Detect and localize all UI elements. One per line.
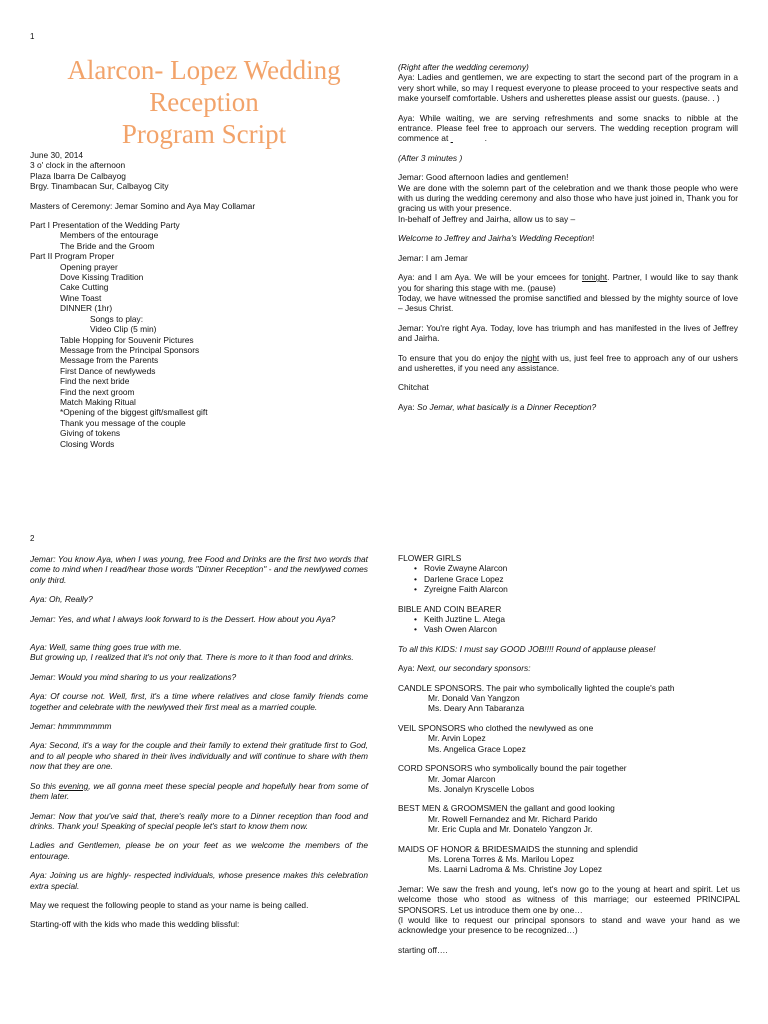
title-line-2: Reception bbox=[149, 87, 259, 117]
script-paragraph: Jemar: We saw the fresh and young, let's now go to the young at heart and spirit. Let us welcome those who stood as witness of this marriage; our esteemed PRINCIPAL SPONSORS. Let us introduce them one by one… bbox=[398, 883, 740, 915]
sponsor-name: Ms. Jonalyn Kryscelle Lobos bbox=[428, 783, 535, 794]
page-number: 2 bbox=[30, 534, 35, 543]
document-title bbox=[24, 54, 384, 150]
program-item: Message from the Parents bbox=[60, 355, 159, 366]
program-list bbox=[30, 220, 360, 449]
program-item: Table Hopping for Souvenir Pictures bbox=[60, 334, 194, 345]
list-item: • Zyreigne Faith Alarcon bbox=[424, 584, 740, 594]
script-paragraph: To ensure that you do enjoy the night with us, just feel free to approach any of our ushers and usherettes, if you need any assistance. bbox=[398, 352, 738, 373]
sponsor-name: Mr. Rowell Fernandez and Mr. Richard Parido bbox=[428, 813, 598, 824]
program-item: Opening prayer bbox=[60, 261, 118, 272]
cord-sponsors-list bbox=[398, 774, 740, 795]
section-heading: MAIDS OF HONOR & BRIDESMAIDS the stunning and splendid bbox=[398, 843, 638, 854]
program-item: Message from the Principal Sponsors bbox=[60, 344, 200, 355]
script-line: Jemar: I am Jemar bbox=[398, 252, 468, 263]
script-paragraph: (I would like to request our principal sponsors to stand and wave your hand as we acknowledge your presence to be recognized…) bbox=[398, 914, 740, 936]
script-line: Aya: So Jemar, what basically is a Dinner Reception? bbox=[398, 401, 597, 412]
masters-of-ceremony: Masters of Ceremony: Jemar Somino and Aya May Collamar bbox=[30, 200, 256, 211]
script-paragraph: Aya: Second, it's a way for the couple and their family to extend their gratitude first to God, and to all people who shared in their lives individually and will continue to share with them now that they are one. bbox=[30, 740, 368, 772]
veil-sponsors-list bbox=[398, 733, 740, 754]
page-number: 1 bbox=[30, 32, 35, 41]
program-item: Wine Toast bbox=[60, 292, 102, 303]
program-item: Cake Cutting bbox=[60, 282, 109, 293]
section-heading: BEST MEN & GROOMSMEN the gallant and good looking bbox=[398, 803, 615, 814]
script-line: Jemar: hmmmmmmm bbox=[30, 721, 112, 732]
sponsor-name: Mr. Jomar Alarcon bbox=[428, 773, 496, 784]
program-item: Songs to play: bbox=[90, 313, 144, 324]
program-item: Part I Presentation of the Wedding Party bbox=[30, 220, 180, 231]
program-item: Closing Words bbox=[60, 438, 115, 449]
script-line: Aya: Next, our secondary sponsors: bbox=[398, 663, 531, 674]
script-paragraph: So this evening, we all gonna meet these special people and hopefully hear from some of them later. bbox=[30, 780, 369, 802]
entourage-column bbox=[398, 553, 740, 955]
maids-of-honor-list bbox=[398, 854, 740, 875]
program-item: Find the next groom bbox=[60, 386, 135, 397]
script-paragraph: Jemar: You know Aya, when I was young, free Food and Drinks are the first two words that come to mind when I read/hear those words "Dinner Reception" - and the newlywed comes only third. bbox=[30, 554, 368, 585]
script-line: Jemar: Yes, and what I always look forward to is the Dessert. How about you Aya? bbox=[30, 613, 336, 624]
program-item: Find the next bride bbox=[60, 376, 130, 387]
program-item: Dove Kissing Tradition bbox=[60, 272, 144, 283]
program-item: *Opening of the biggest gift/smallest gift bbox=[60, 407, 208, 418]
program-item: DINNER (1hr) bbox=[60, 303, 113, 314]
section-heading: CANDLE SPONSORS. The pair who symbolically lighted the couple's path bbox=[398, 682, 675, 693]
script-line: Aya: Well, same thing goes true with me. bbox=[30, 642, 182, 653]
event-time: 3 o' clock in the afternoon bbox=[30, 160, 126, 171]
section-heading: CORD SPONSORS who symbolically bound the pair together bbox=[398, 763, 627, 774]
program-item: Video Clip (5 min) bbox=[90, 324, 157, 335]
script-paragraph: Aya: While waiting, we are serving refreshments and some snacks to nibble at the entrance. Please feel free to approach our servers. The wedding reception program will commence at . bbox=[398, 112, 738, 144]
program-item: The Bride and the Groom bbox=[60, 240, 155, 251]
program-outline bbox=[30, 150, 360, 449]
program-item: Giving of tokens bbox=[60, 428, 121, 439]
script-paragraph: Today, we have witnessed the promise sanctified and blessed by the mighty source of love – Jesus Christ. bbox=[398, 292, 738, 314]
section-heading: BIBLE AND COIN BEARER bbox=[398, 603, 502, 614]
script-paragraph: Aya: Of course not. Well, first, it's a time where relatives and close family friends come together and celebrate with the newlywed their first meal as a married couple. bbox=[30, 691, 368, 712]
section-heading: VEIL SPONSORS who clothed the newlywed as one bbox=[398, 722, 594, 733]
script-paragraph: Aya: and I am Aya. We will be your emcees for tonight. Partner, I would like to say thank you for sharing this stage with me. (pause) bbox=[398, 272, 739, 293]
list-item: • Rovie Zwayne Alarcon bbox=[424, 563, 740, 573]
script-paragraph: Jemar: You're right Aya. Today, love has triumph and has manifested in the lives of Jeffrey and Jairha. bbox=[398, 322, 738, 344]
stage-cue: (Right after the wedding ceremony) bbox=[398, 62, 529, 72]
program-item: Part II Program Proper bbox=[30, 251, 115, 262]
candle-sponsors-list bbox=[398, 693, 740, 714]
script-line: In-behalf of Jeffrey and Jairha, allow us to say – bbox=[398, 213, 576, 224]
script-paragraph: Jemar: Now that you've said that, there's really more to a Dinner reception than food and drinks. Thank you! Speaking of special people let's start to know them now. bbox=[30, 810, 368, 831]
blank-line bbox=[451, 133, 485, 143]
script-paragraph: Aya: Ladies and gentlemen, we are expecting to start the second part of the program in a very short while, so may I request everyone to please proceed to your respective seats and make yourself comfortable. Ushers and usherettes please assist our guests. (pause. . ) bbox=[398, 72, 738, 104]
list-item: • Vash Owen Alarcon bbox=[424, 624, 740, 634]
bible-bearer-list bbox=[398, 614, 740, 635]
sponsor-name: Ms. Laarni Ladroma & Ms. Christine Joy Lopez bbox=[428, 864, 603, 875]
sponsor-name: Ms. Deary Ann Tabaranza bbox=[428, 703, 525, 714]
event-date: June 30, 2014 bbox=[30, 150, 84, 160]
script-line: Jemar: Good afternoon ladies and gentlemen! bbox=[398, 172, 569, 183]
script-paragraph: Aya: Joining us are highly- respected individuals, whose presence makes this celebration extra special. bbox=[30, 870, 368, 891]
event-venue: Plaza Ibarra De Calbayog bbox=[30, 170, 126, 181]
stage-cue: (After 3 minutes ) bbox=[398, 152, 463, 163]
dialogue-column bbox=[30, 554, 368, 930]
script-paragraph: Ladies and Gentlemen, please be on your feet as we welcome the members of the entourage. bbox=[30, 840, 368, 861]
script-line: Jemar: Would you mind sharing to us your realizations? bbox=[30, 671, 237, 682]
list-item: • Darlene Grace Lopez bbox=[424, 574, 740, 584]
script-line: Starting-off with the kids who made this wedding blissful: bbox=[30, 919, 240, 930]
sponsor-name: Mr. Arvin Lopez bbox=[428, 733, 486, 744]
sponsor-name: Mr. Donald Van Yangzon bbox=[428, 693, 520, 704]
script-line: May we request the following people to stand as your name is being called. bbox=[30, 899, 309, 910]
script-line: Aya: Oh, Really? bbox=[30, 594, 93, 605]
sponsor-name: Mr. Eric Cupla and Mr. Donatelo Yangzon Jr. bbox=[428, 824, 593, 835]
program-item: Match Making Ritual bbox=[60, 396, 136, 407]
script-line: We are done with the solemn part of the celebration and we thank those people who were with us during the wedding ceremony and also those who have just joined in, Thank you for gracing us with your presence. bbox=[398, 182, 738, 214]
script-line: To all this KIDS: I must say GOOD JOB!!!! Round of applause please! bbox=[398, 643, 656, 654]
title-line-3: Program Script bbox=[121, 119, 287, 149]
program-item: Members of the entourage bbox=[60, 230, 159, 241]
section-heading: FLOWER GIRLS bbox=[398, 553, 462, 563]
best-men-list bbox=[398, 814, 740, 835]
script-line: starting off…. bbox=[398, 944, 448, 955]
flower-girls-list bbox=[398, 563, 740, 594]
script-column bbox=[398, 62, 738, 412]
title-line-1: Alarcon- Lopez Wedding bbox=[67, 55, 341, 85]
page-2 bbox=[0, 512, 768, 1024]
script-paragraph: But growing up, I realized that it's not only that. There is more to it than food and drinks. bbox=[30, 652, 354, 663]
list-item: • Keith Juztine L. Atega bbox=[424, 614, 740, 624]
sponsor-name: Ms. Angelica Grace Lopez bbox=[428, 743, 526, 754]
welcome-line: Welcome to Jeffrey and Jairha's Wedding Reception! bbox=[398, 233, 595, 244]
program-item: Thank you message of the couple bbox=[60, 417, 186, 428]
chitchat-note: Chitchat bbox=[398, 382, 429, 393]
event-address: Brgy. Tinambacan Sur, Calbayog City bbox=[30, 181, 169, 192]
sponsor-name: Ms. Lorena Torres & Ms. Marilou Lopez bbox=[428, 853, 575, 864]
program-item: First Dance of newlyweds bbox=[60, 365, 156, 376]
